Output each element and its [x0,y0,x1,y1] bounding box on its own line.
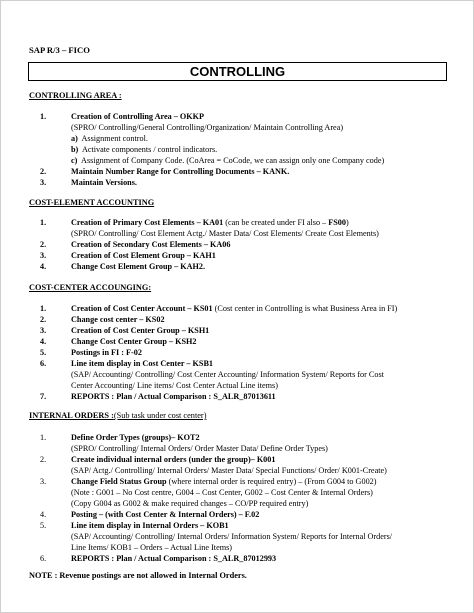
menu-path: (SAP/ Accounting/ Controlling/ Internal Orders/ Information System/ Reports for Internal Orders/ [71,532,393,541]
menu-path: (SPRO/ Controlling/ Cost Element Actg./ Master Data/ Cost Elements/ Create Cost Elements) [71,229,379,238]
item-text: Change Field Status Group [71,477,167,486]
item-note: (Copy G004 as G002 & make required changes – CO/PP required entry) [71,499,309,508]
item-text: Creation of Secondary Cost Elements – KA06 [71,240,231,249]
item-text: Maintain Versions. [71,178,137,187]
section-heading-controlling-area: CONTROLLING AREA : [29,91,122,100]
list-subitem [29,144,459,155]
list-item [29,391,459,402]
item-number: 3. [40,251,47,260]
item-text: Maintain Number Range for Controlling Documents – KANK. [71,167,290,176]
section-heading-cost-center: COST-CENTER ACCOUNGING: [29,283,152,292]
section-heading-cost-element: COST-ELEMENT ACCOUNTING [29,198,155,207]
list-item [29,347,459,358]
list-item-detail [29,380,459,391]
page-title: CONTROLLING [28,62,447,81]
item-text: Change Cost Center Group – KSH2 [71,337,197,346]
item-number: 5. [40,348,47,357]
item-number: 4. [40,510,47,519]
list-item [29,239,459,250]
item-text: Postings in FI : F-02 [71,348,142,357]
document-header: SAP R/3 – FICO [29,45,90,55]
list-item [29,111,459,122]
list-item-detail [29,465,459,476]
subitem-label: c) [71,156,78,165]
subitem-text: Assignment of Company Code. (CoArea = CoCode, we can assign only one Company code) [81,156,385,165]
list-item [29,177,459,188]
item-text: Creation of Primary Cost Elements – KA01 [71,218,224,227]
subitem-text: Activate components / control indicators. [81,145,218,154]
list-item-detail [29,531,459,542]
item-text: Line item display in Internal Orders – KOB1 [71,521,229,530]
item-number: 2. [40,315,47,324]
item-text: Change Cost Element Group – KAH2. [71,262,206,271]
list-item [29,314,459,325]
item-number: 4. [40,337,47,346]
item-number: 2. [40,240,47,249]
item-number: 6. [40,554,47,563]
item-number: 3. [40,326,47,335]
section-heading-note: (Sub task under cost center) [113,411,207,420]
footer-note: NOTE : Revenue postings are not allowed in Internal Orders. [29,571,247,580]
item-number: 3. [40,178,47,187]
list-item [29,336,459,347]
item-note: (Note : G001 – No Cost centre, G004 – Cost Center, G002 – Cost Center & Internal Orders) [71,488,373,497]
item-number: 1. [40,433,47,442]
section-heading-internal-orders [29,411,206,420]
list-item [29,166,459,177]
list-item [29,250,459,261]
list-item [29,217,459,228]
list-subitem [29,155,459,166]
list-item-detail [29,369,459,380]
subitem-label: a) [71,134,78,143]
item-remark: (Cost center in Controlling is what Business Area in FI) [212,304,398,313]
subitem-text: Assignment control. [81,134,148,143]
item-number: 1. [40,304,47,313]
item-remark-end: ) [345,218,349,227]
item-text: REPORTS : Plan / Actual Comparison : S_ALR_87013611 [71,392,276,401]
menu-path: (SAP/ Actg./ Controlling/ Internal Orders/ Master Data/ Special Functions/ Order/ K001-Create) [71,466,387,475]
item-number: 7. [40,392,47,401]
list-subitem [29,133,459,144]
list-item-detail [29,122,459,133]
item-number: 5. [40,521,47,530]
item-number: 4. [40,262,47,271]
item-remark: (can be created under FI also – [223,218,329,227]
subitem-label: b) [71,145,79,154]
item-text: Create individual internal orders (under the group)– K001 [71,455,276,464]
list-item [29,553,459,564]
menu-path: Center Accounting/ Line items/ Cost Center Actual Line items) [71,381,278,390]
list-item-detail [29,487,459,498]
menu-path: (SPRO/ Controlling/ Internal Orders/ Order Master Data/ Define Order Types) [71,444,328,453]
item-text: Define Order Types (groups)– KOT2 [71,433,200,442]
list-item-detail [29,498,459,509]
list-item [29,432,459,443]
list-item [29,261,459,272]
item-text: Creation of Controlling Area – OKKP [71,112,205,121]
list-item-detail [29,228,459,239]
section-heading-text: INTERNAL ORDERS : [29,411,114,420]
list-item [29,509,459,520]
item-text: Change cost center – KS02 [71,315,165,324]
item-tcode: FS00 [328,218,346,227]
list-item-detail [29,443,459,454]
item-text: Creation of Cost Center Group – KSH1 [71,326,210,335]
list-item [29,303,459,314]
item-remark: (where internal order is required entry) – (From G004 to G002) [166,477,377,486]
list-item-detail [29,542,459,553]
list-item [29,325,459,336]
list-item [29,476,459,487]
item-number: 3. [40,477,47,486]
item-number: 6. [40,359,47,368]
item-number: 1. [40,112,47,121]
menu-path: (SPRO/ Controlling/General Controlling/Organization/ Maintain Controlling Area) [71,123,344,132]
list-item [29,520,459,531]
list-item [29,358,459,369]
menu-path: Line Items/ KOB1 – Orders – Actual Line Items) [71,543,232,552]
item-number: 2. [40,455,47,464]
item-text: REPORTS : Plan / Actual Comparison : S_ALR_87012993 [71,554,277,563]
list-item [29,454,459,465]
item-text: Line item display in Cost Center – KSB1 [71,359,214,368]
item-number: 2. [40,167,47,176]
item-text: Creation of Cost Element Group – KAH1 [71,251,216,260]
item-number: 1. [40,218,47,227]
menu-path: (SAP/ Accounting/ Controlling/ Cost Center Accounting/ Information System/ Reports for Cost [71,370,384,379]
item-text: Posting – (with Cost Center & Internal Orders) – F.02 [71,510,260,519]
item-text: Creation of Cost Center Account – KS01 [71,304,213,313]
